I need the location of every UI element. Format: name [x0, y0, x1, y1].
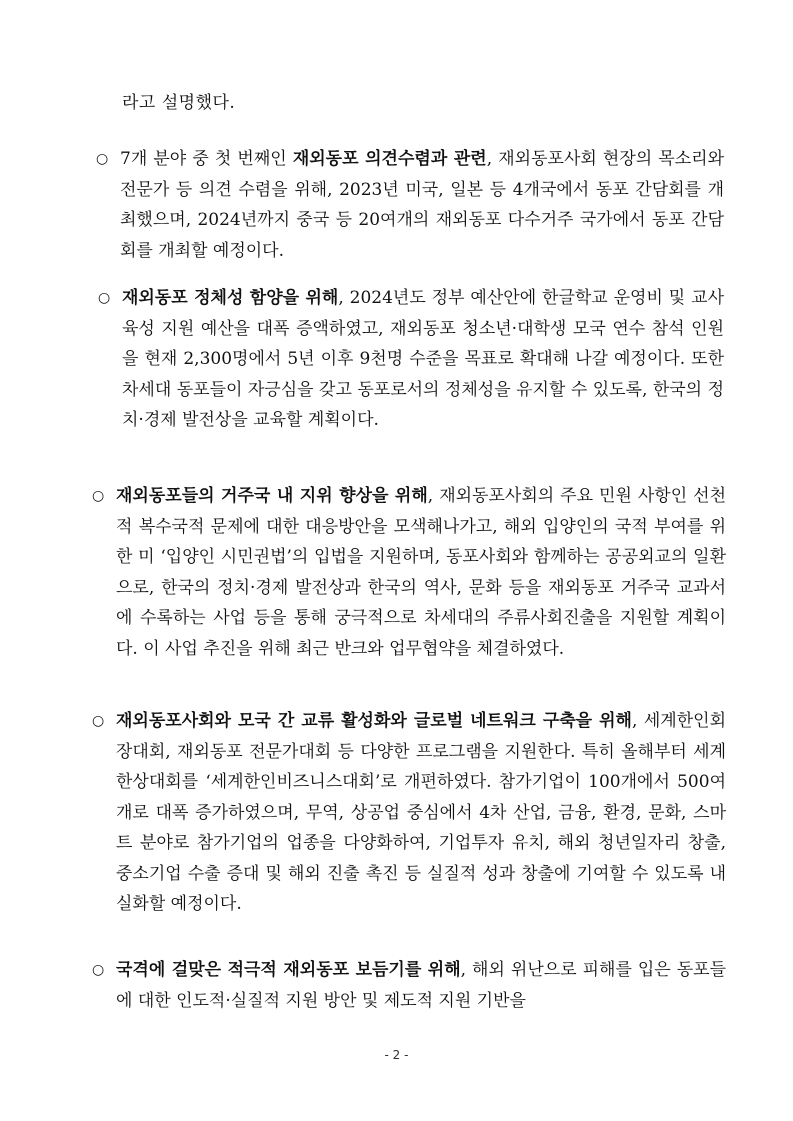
bullet-item-text — [122, 283, 724, 436]
bullet-item-global-network — [92, 706, 726, 920]
bullet-item-text — [120, 144, 724, 266]
circle-bullet-icon: ○ — [92, 962, 105, 978]
bullet-item-text — [116, 955, 726, 1016]
bullet-item-status-improvement — [92, 481, 726, 664]
bullet-item-text — [116, 481, 726, 664]
circle-bullet-icon: ○ — [98, 290, 111, 306]
item-prefix: 7개 분야 중 첫 번째인 — [120, 149, 293, 169]
item-body: , 세계한인회장대회, 재외동포 전문가대회 등 다양한 프로그램을 지원한다. 특히 올해부터 세계한상대회를 ‘세계한인비즈니스대회’로 개편하였다. 참가기업이 100개에서 500여개로 대폭 증가하였으며, 무역, 상공업 중심에서 4차 산업, 금융, 환경, 문화, 스마트 분야로 참가기업의 업종을 다양화하여, 기업투자 유치, 해외 청년일자리 창출, 중소기업 수출 증대 및 해외 진출 촉진 등 실질적 성과 창출에 기여할 수 있도록 내실화할 예정이다. — [116, 711, 726, 914]
item-heading: 재외동포사회와 모국 간 교류 활성화와 글로벌 네트워크 구축을 위해 — [116, 711, 632, 731]
bullet-item-opinion-gathering — [96, 144, 724, 266]
page-number: - 2 - — [384, 1048, 409, 1062]
item-body: , 2024년도 정부 예산안에 한글학교 운영비 및 교사육성 지원 예산을 대폭 증액하였고, 재외동포 청소년·대학생 모국 연수 참석 인원을 현재 2,300명에서 5년 이후 9천명 수준을 목표로 확대해 나갈 예정이다. 또한 차세대 동포들이 자긍심을 갖고 동포로서의 정체성을 유지할 수 있도록, 한국의 정치·경제 발전상을 교육할 계획이다. — [122, 288, 724, 430]
item-body: , 재외동포사회 현장의 목소리와 전문가 등 의견 수렴을 위해, 2023년 미국, 일본 등 4개국에서 동포 간담회를 개최했으며, 2024년까지 중국 등 20여개의 재외동포 다수거주 국가에서 동포 간담회를 개최할 예정이다. — [120, 149, 724, 261]
circle-bullet-icon: ○ — [96, 151, 109, 167]
circle-bullet-icon: ○ — [92, 488, 105, 504]
continued-text: 라고 설명했다. — [122, 93, 236, 113]
bullet-item-identity — [98, 283, 724, 436]
bullet-item-support — [92, 955, 726, 1016]
item-heading: 재외동포들의 거주국 내 지위 향상을 위해 — [116, 486, 428, 506]
item-heading: 재외동포 의견수렴과 관련 — [292, 149, 487, 169]
item-body: , 해외 위난으로 피해를 입은 동포들에 대한 인도적·실질적 지원 방안 및 제도적 지원 기반을 — [116, 960, 726, 1011]
item-heading: 재외동포 정체성 함양을 위해 — [122, 288, 339, 308]
item-heading: 국격에 걸맞은 적극적 재외동포 보듬기를 위해 — [116, 960, 461, 980]
circle-bullet-icon: ○ — [92, 713, 105, 729]
bullet-item-text — [116, 706, 726, 920]
item-body: , 재외동포사회의 주요 민원 사항인 선천적 복수국적 문제에 대한 대응방안을 모색해나가고, 해외 입양인의 국적 부여를 위한 미 ‘입양인 시민권법’의 입법을 지원하며, 동포사회와 함께하는 공공외교의 일환으로, 한국의 정치·경제 발전상과 한국의 역사, 문화 등을 재외동포 거주국 교과서에 수록하는 사업 등을 통해 궁극적으로 차세대의 주류사회진출을 지원할 계획이다. 이 사업 추진을 위해 최근 반크와 업무협약을 체결하였다. — [116, 486, 726, 659]
